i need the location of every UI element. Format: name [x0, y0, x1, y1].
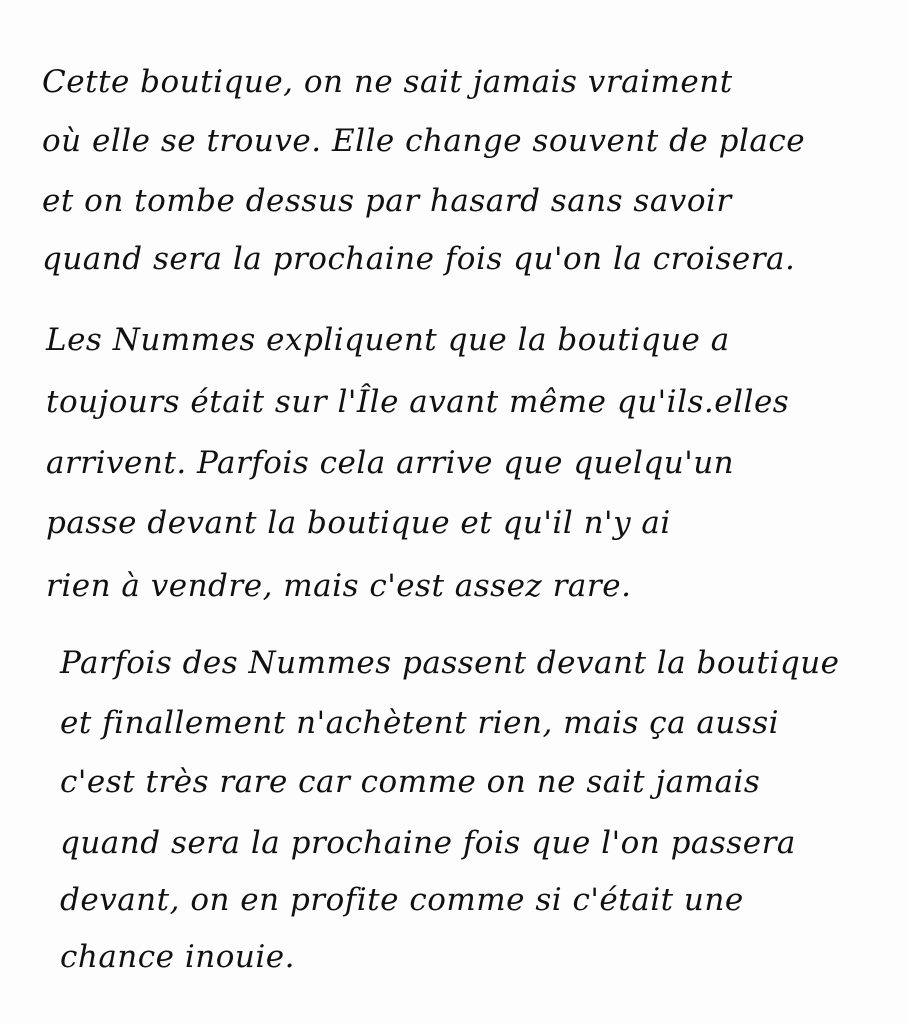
- text-line: chance inouie.: [60, 939, 295, 975]
- text-line: devant, on en profite comme si c'était une: [60, 882, 744, 918]
- text-line: et on tombe dessus par hasard sans savoir: [42, 183, 732, 219]
- text-line: où elle se trouve. Elle change souvent de place: [42, 123, 806, 159]
- text-line: rien à vendre, mais c'est assez rare.: [46, 568, 632, 604]
- text-line: Les Nummes expliquent que la boutique a: [46, 322, 730, 358]
- text-line: et finallement n'achètent rien, mais ça aussi: [60, 705, 780, 741]
- text-line: quand sera la prochaine fois qu'on la croisera.: [42, 241, 796, 277]
- text-line: Parfois des Nummes passent devant la boutique: [60, 645, 840, 681]
- text-line: quand sera la prochaine fois que l'on passera: [60, 825, 796, 861]
- text-line: toujours était sur l'Île avant même qu'ils.elles: [46, 384, 790, 420]
- text-line: Cette boutique, on ne sait jamais vraiment: [42, 64, 733, 100]
- text-line: arrivent. Parfois cela arrive que quelqu'un: [46, 445, 735, 481]
- text-line: passe devant la boutique et qu'il n'y ai: [46, 505, 671, 541]
- text-line: c'est très rare car comme on ne sait jamais: [60, 764, 761, 800]
